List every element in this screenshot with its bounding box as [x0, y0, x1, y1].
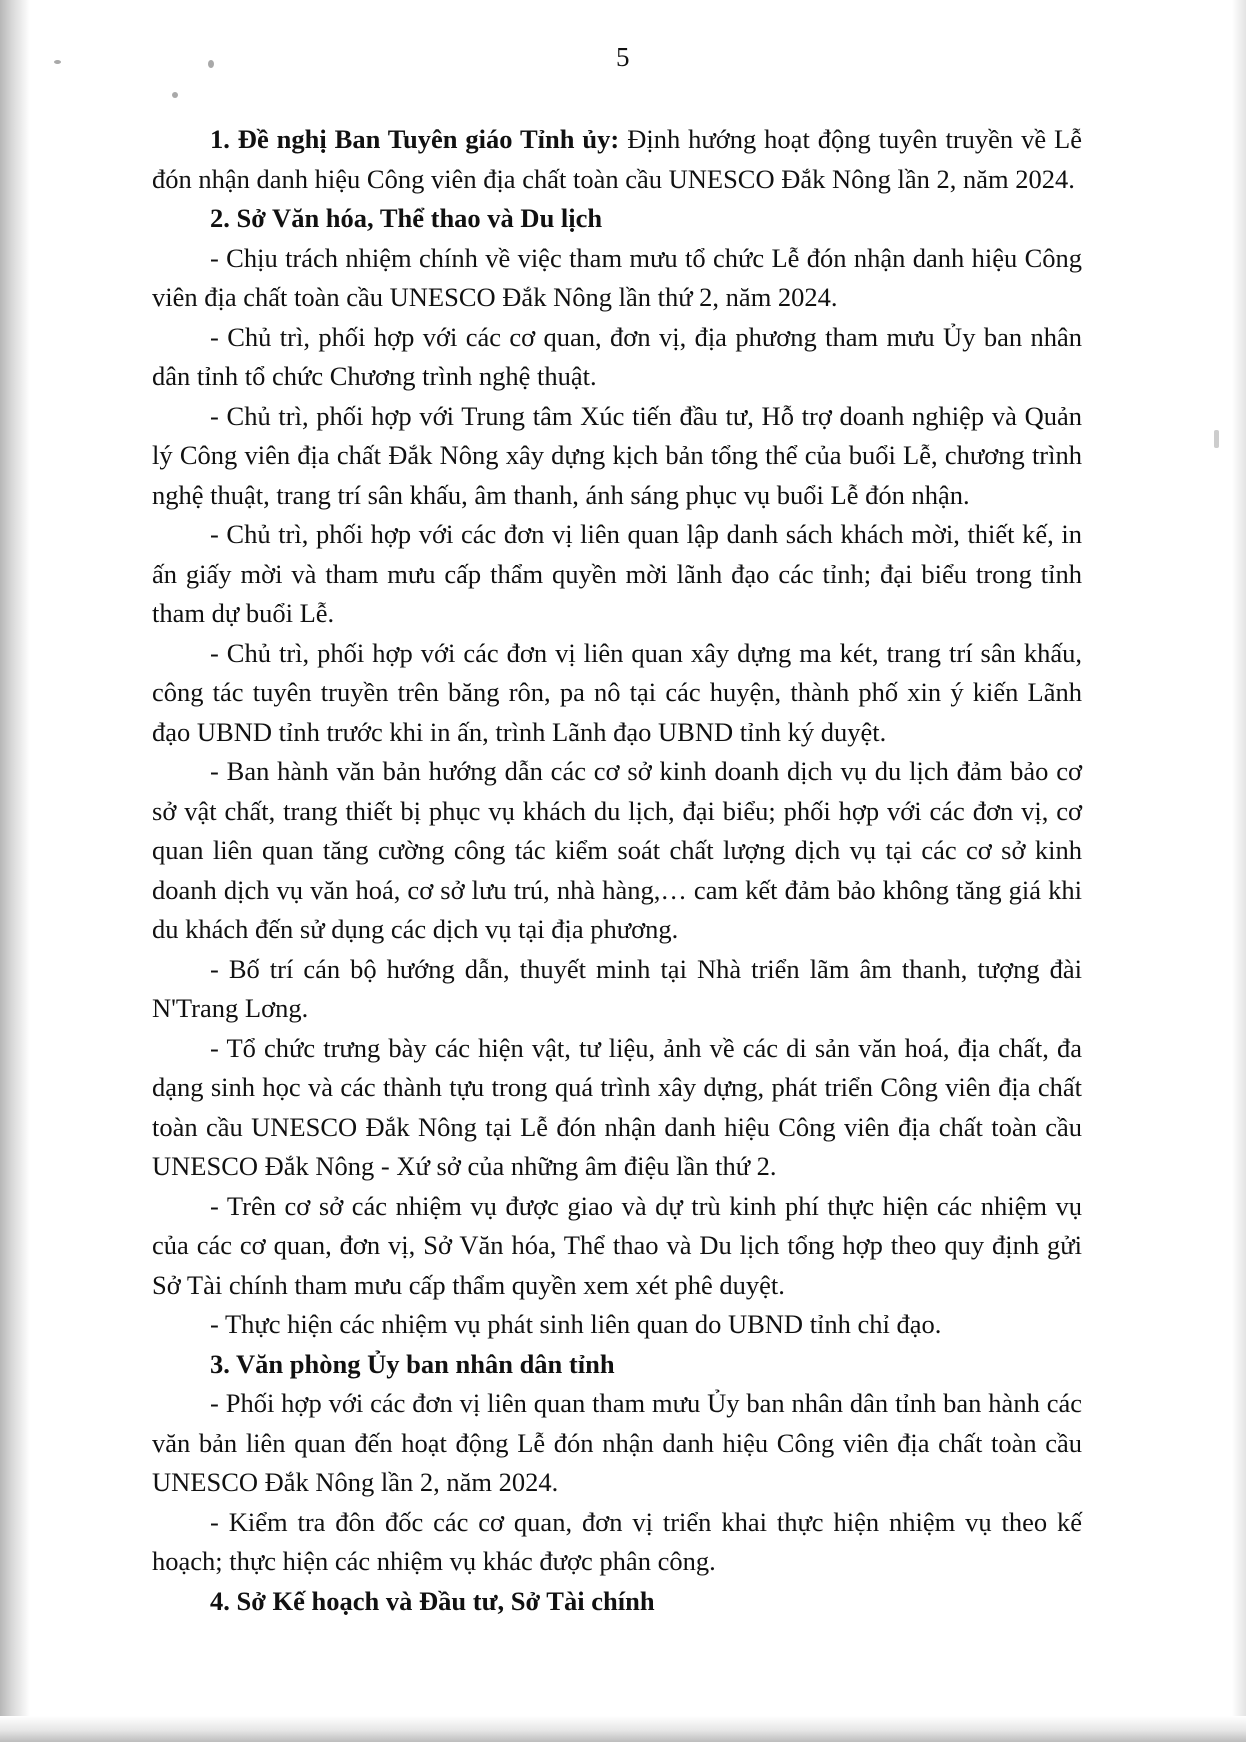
paragraph-lead-bold: 2. Sở Văn hóa, Thể thao và Du lịch	[210, 203, 603, 233]
paragraph-item-1	[152, 120, 1082, 199]
paragraph-item-2-8	[152, 1029, 1082, 1187]
scan-edge-left	[0, 0, 30, 1742]
paragraph-heading-3	[152, 1345, 1082, 1385]
paragraph-lead-bold: 3. Văn phòng Ủy ban nhân dân tỉnh	[210, 1348, 615, 1379]
paragraph-text: - Bố trí cán bộ hướng dẫn, thuyết minh tại Nhà triển lãm âm thanh, tượng đài N'Trang Lơng.	[152, 953, 1082, 1023]
page-number: 5	[616, 42, 630, 72]
paragraph-item-3-1	[152, 1384, 1082, 1503]
paragraph-item-2-3	[152, 397, 1082, 516]
paragraph-text: - Phối hợp với các đơn vị liên quan tham mưu Ủy ban nhân dân tỉnh ban hành các văn bản liên quan đến hoạt động Lễ đón nhận danh hiệu Công viên địa chất toàn cầu UNESCO Đắk Nông lần 2, năm 2024.	[152, 1388, 1082, 1497]
paragraph-text: - Trên cơ sở các nhiệm vụ được giao và dự trù kinh phí thực hiện các nhiệm vụ của các cơ quan, đơn vị, Sở Văn hóa, Thể thao và Du lịch tổng hợp theo quy định gửi Sở Tài chính tham mưu cấp thẩm quyền xem xét phê duyệt.	[152, 1190, 1082, 1300]
paragraph-text: - Kiểm tra đôn đốc các cơ quan, đơn vị triển khai thực hiện nhiệm vụ theo kế hoạch; thực hiện các nhiệm vụ khác được phân công.	[152, 1506, 1082, 1576]
paragraph-text: - Thực hiện các nhiệm vụ phát sinh liên quan do UBND tỉnh chỉ đạo.	[210, 1309, 942, 1339]
paragraph-item-2-7	[152, 950, 1082, 1029]
paragraph-text: Định hướng hoạt động tuyên truyền về Lễ đón nhận danh hiệu Công viên địa chất toàn cầu UNESCO Đắk Nông lần 2, năm 2024.	[152, 124, 1082, 194]
paragraph-item-2-9	[152, 1187, 1082, 1306]
paragraph-item-2-2	[152, 318, 1082, 397]
scan-edge-right	[1232, 0, 1246, 1742]
paragraph-item-2-5	[152, 634, 1082, 753]
paragraph-item-3-2	[152, 1503, 1082, 1582]
paragraph-heading-2	[152, 199, 1082, 239]
paragraph-lead-bold: 1. Đề nghị Ban Tuyên giáo Tỉnh ủy:	[210, 124, 620, 154]
paragraph-text: - Chủ trì, phối hợp với các đơn vị liên quan xây dựng ma két, trang trí sân khấu, công tác tuyên truyền trên băng rôn, pa nô tại các huyện, thành phố xin ý kiến Lãnh đạo UBND tỉnh trước khi in ấn, trình Lãnh đạo UBND tỉnh ký duyệt.	[152, 637, 1082, 747]
scan-speck	[172, 92, 178, 98]
paragraph-lead-bold: 4. Sở Kế hoạch và Đầu tư, Sở Tài chính	[210, 1585, 655, 1616]
paragraph-text: - Chủ trì, phối hợp với Trung tâm Xúc tiến đầu tư, Hỗ trợ doanh nghiệp và Quản lý Công viên địa chất Đắk Nông xây dựng kịch bản tổng thể của buổi Lễ, chương trình nghệ thuật, trang trí sân khấu, âm thanh, ánh sáng phục vụ buổi Lễ đón nhận.	[152, 400, 1082, 510]
paragraph-item-2-6	[152, 752, 1082, 950]
paragraph-text: - Chịu trách nhiệm chính về việc tham mưu tổ chức Lễ đón nhận danh hiệu Công viên địa chất toàn cầu UNESCO Đắk Nông lần thứ 2, năm 2024.	[152, 242, 1082, 312]
scan-speck	[1214, 430, 1219, 448]
paragraph-text: - Ban hành văn bản hướng dẫn các cơ sở kinh doanh dịch vụ du lịch đảm bảo cơ sở vật chất, trang thiết bị phục vụ khách du lịch, đại biểu; phối hợp với các đơn vị, cơ quan liên quan tăng cường công tác kiểm soát chất lượng dịch vụ tại các cơ sở kinh doanh dịch vụ văn hoá, cơ sở lưu trú, nhà hàng,… cam kết đảm bảo không tăng giá khi du khách đến sử dụng các dịch vụ tại địa phương.	[152, 756, 1082, 944]
paragraph-text: - Chủ trì, phối hợp với các cơ quan, đơn vị, địa phương tham mưu Ủy ban nhân dân tỉnh tổ chức Chương trình nghệ thuật.	[152, 321, 1082, 391]
paragraph-item-2-4	[152, 515, 1082, 634]
document-body	[152, 120, 1082, 1621]
paragraph-text: - Tổ chức trưng bày các hiện vật, tư liệu, ảnh về các di sản văn hoá, địa chất, đa dạng sinh học và các thành tựu trong quá trình xây dựng, phát triển Công viên địa chất toàn cầu UNESCO Đắk Nông tại Lễ đón nhận danh hiệu Công viên địa chất toàn cầu UNESCO Đắk Nông - Xứ sở của những âm điệu lần thứ 2.	[152, 1032, 1082, 1181]
paragraph-heading-4	[152, 1582, 1082, 1622]
paragraph-text: - Chủ trì, phối hợp với các đơn vị liên quan lập danh sách khách mời, thiết kế, in ấn giấy mời và tham mưu cấp thẩm quyền mời lãnh đạo các tỉnh; đại biểu trong tỉnh tham dự buổi Lễ.	[152, 519, 1082, 628]
paragraph-item-2-10	[152, 1305, 1082, 1345]
paragraph-item-2-1	[152, 239, 1082, 318]
scan-edge-bottom	[0, 1716, 1246, 1742]
